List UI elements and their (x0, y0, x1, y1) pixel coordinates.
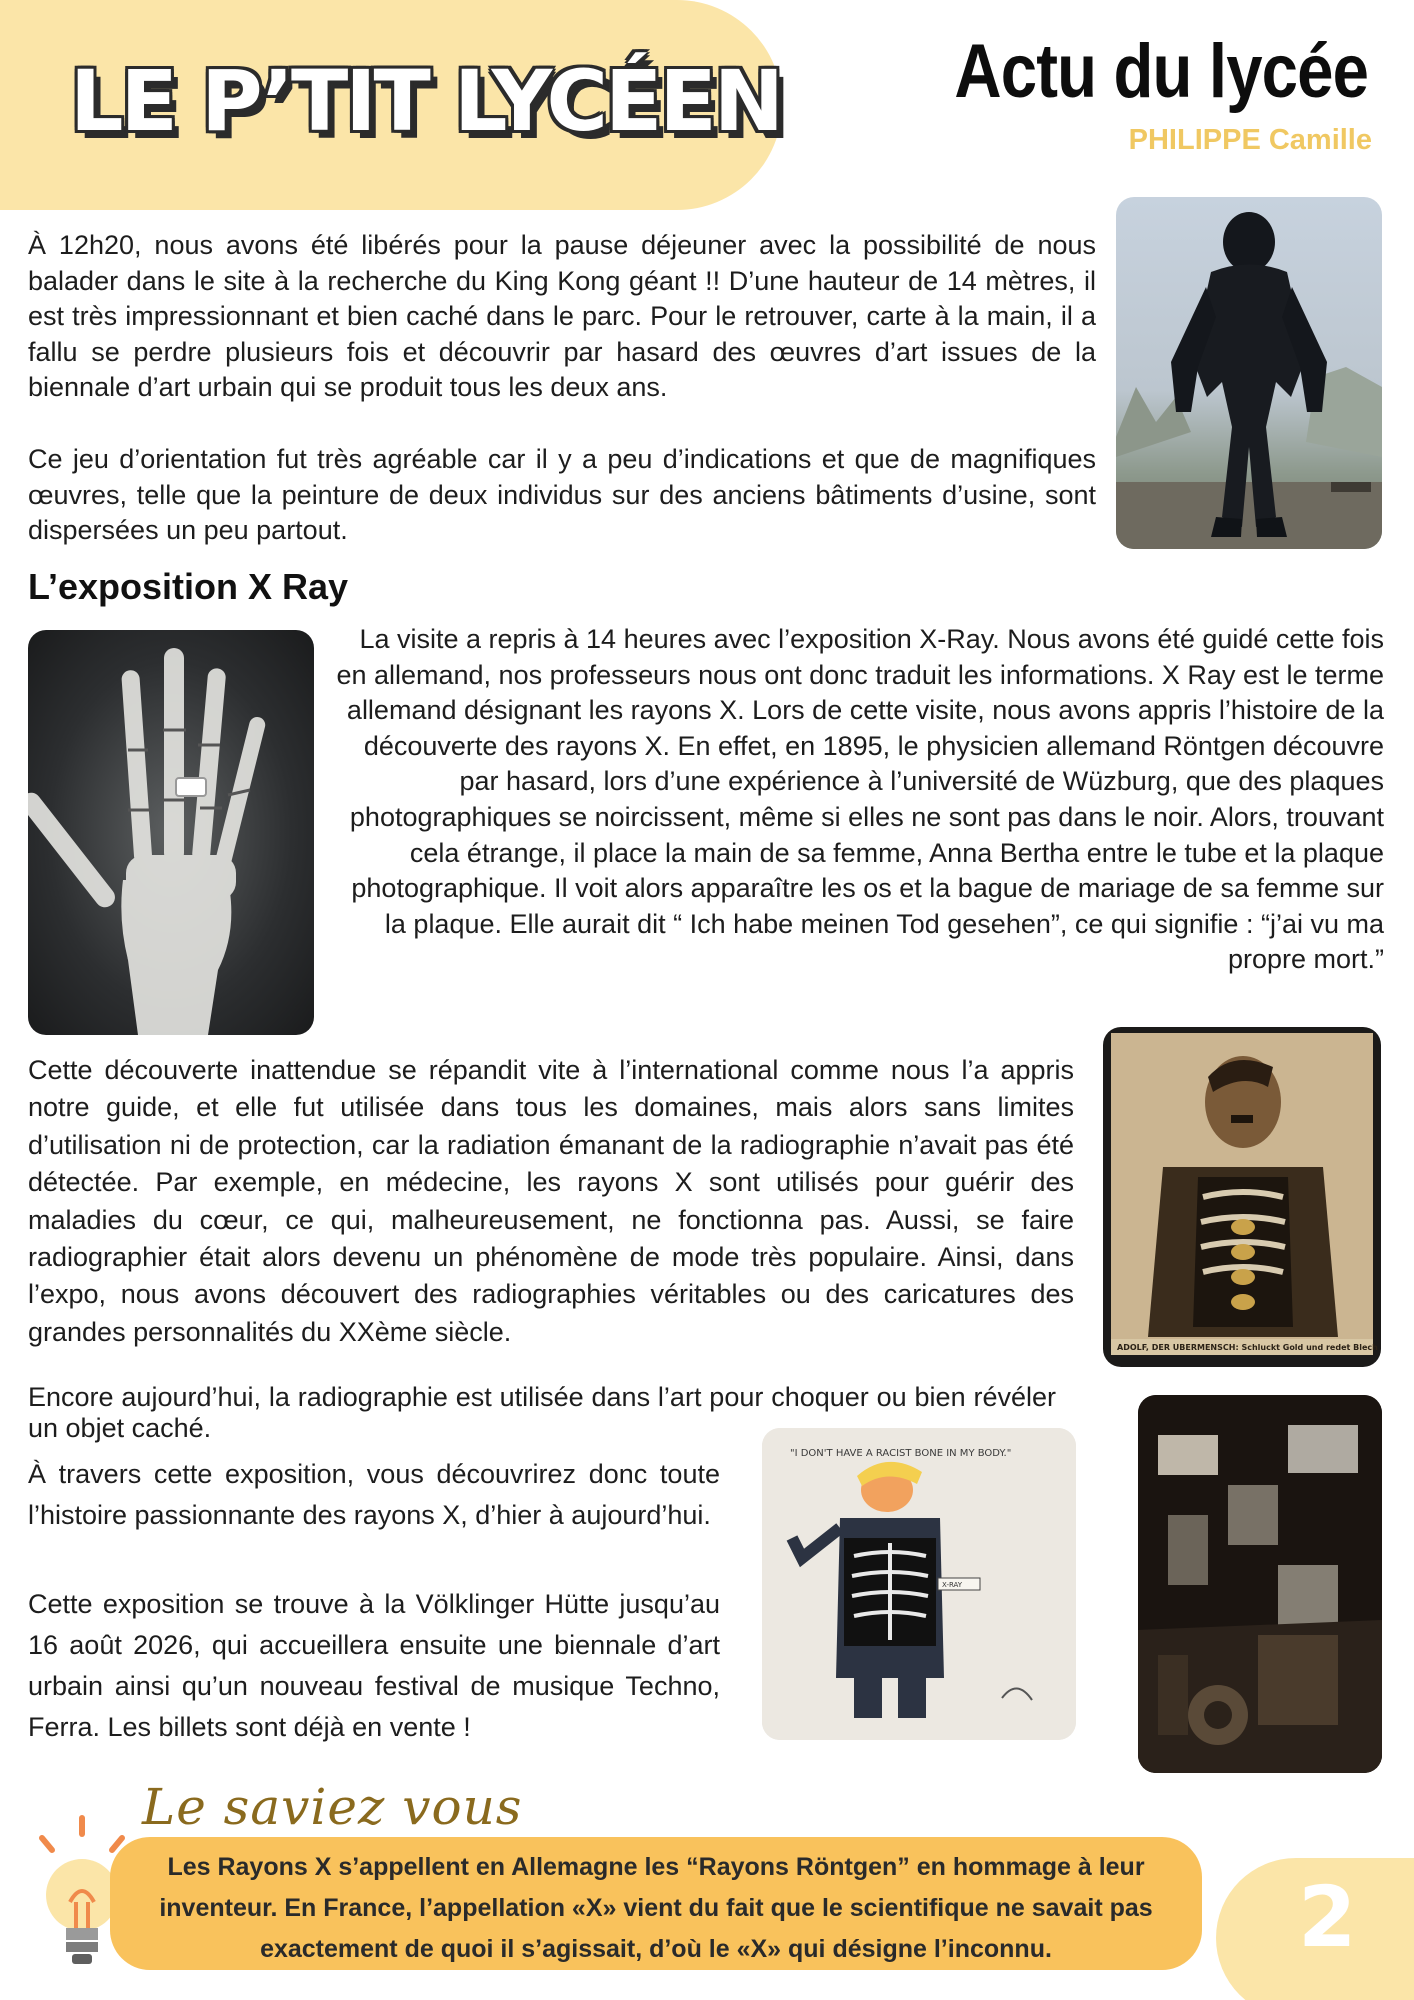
xray-hand-photo (28, 630, 314, 1035)
intro-paragraph: À 12h20, nous avons été libérés pour la pause déjeuner avec la possibilité de nous balader dans le site à la recherche du King Kong géant !! D’une hauteur de 14 mètres, il est très impressionnant et bien caché dans le parc. Pour le retrouver, carte à la main, il a fallu se perdre plusieurs fois et découvrir par hasard des œuvres d’art issues de la biennale d’art urbain qui se produit tous les deux ans. (28, 230, 1096, 403)
museum-exhibit-illustration (1138, 1395, 1382, 1773)
orientation-paragraph: Ce jeu d’orientation fut très agréable car il y a peu d’indications et que de magnifiques œuvres, telle que la peinture de deux individus sur des anciens bâtiments d’usine, sont dispersées un peu partout. (28, 444, 1096, 546)
hitler-caricature-photo (1103, 1027, 1381, 1367)
masthead-title: LE P’TIT LYCÉEN (70, 52, 782, 150)
hitler-caricature-illustration (1103, 1027, 1381, 1367)
xray-hand-illustration (28, 630, 314, 1035)
author-name: PHILIPPE Camille (1128, 124, 1372, 156)
king-kong-illustration (1116, 197, 1382, 549)
hitler-caption: ADOLF, DER UBERMENSCH: Schluckt Gold und redet Blech (1117, 1343, 1378, 1352)
trump-plate-label: X-RAY (942, 1581, 963, 1589)
trump-cartoon-illustration (762, 1428, 1076, 1740)
museum-exhibit-photo (1138, 1395, 1382, 1773)
section-title: Actu du lycée (954, 29, 1368, 114)
fact-text: Les Rayons X s’appellent en Allemagne les “Rayons Röntgen” en hommage à leur inventeur. En France, l’appellation «X» vient du fait que le scientifique ne savait pas exactement de quoi il s’agissait, d’où le «X» qui désigne l’inconnu. (159, 1853, 1153, 1963)
xray-paragraph: La visite a repris à 14 heures avec l’exposition X-Ray. Nous avons été guidé cette fois en allemand, nos professeurs nous ont donc traduit les informations. X Ray est le terme allemand désignant les rayons X. Lors de cette visite, nous avons appris l’histoire de la découverte des rayons X. En effet, en 1895, le physicien allemand Röntgen découvre par hasard, lors d’une expérience à l’université de Wüzburg, que des plaques photographiques se noircissent, même si elles ne sont pas dans le noir. Alors, trouvant cela étrange, il place la main de sa femme, Anna Bertha entre le tube et la plaque photographique. Il voit alors apparaître les os et la bague de mariage de sa femme sur la plaque. Elle aurait dit “ Ich habe meinen Tod gesehen”, ce qui signifie : “j’ai vu ma propre mort.” (336, 624, 1384, 975)
encore-paragraph: Encore aujourd’hui, la radiographie est utilisée dans l’art pour choquer ou bien révéler un objet caché. (28, 1382, 1056, 1443)
travers-paragraph: À travers cette exposition, vous découvrirez donc toute l’histoire passionnante des rayons X, d’hier à aujourd’hui. (28, 1459, 720, 1530)
expo-heading: L’exposition X Ray (28, 566, 349, 607)
voelklingen-paragraph: Cette exposition se trouve à la Völklinger Hütte jusqu’au 16 août 2026, qui accueillera ensuite une biennale d’art urbain ainsi qu’un nouveau festival de musique Techno, Ferra. Les billets sont déjà en vente ! (28, 1589, 720, 1742)
king-kong-photo (1116, 197, 1382, 549)
fact-box (110, 1837, 1202, 1970)
discovery-paragraph: Cette découverte inattendue se répandit vite à l’international comme nous l’a appris notre guide, et elle fut utilisée dans tous les domaines, mais alors sans limites d’utilisation ni de protection, car la radiation émanant de la radiographie n’avait pas été détectée. Par exemple, en médecine, les rayons X sont utilisés pour guérir des maladies du cœur, ce qui, malheureusement, ne fonctionna pas. Aussi, se faire radiographier était alors devenu un phénomène de mode très populaire. Ainsi, dans l’expo, nous avons découvert des radiographies véritables ou des caricatures des grandes personnalités du XXème siècle. (28, 1055, 1074, 1347)
trump-quote: "I DON'T HAVE A RACIST BONE IN MY BODY." (790, 1448, 1012, 1459)
saviez-vous-title: Le saviez vous (142, 1778, 523, 1836)
page-number: 2 (1298, 1868, 1357, 1966)
trump-cartoon-photo (762, 1428, 1076, 1740)
